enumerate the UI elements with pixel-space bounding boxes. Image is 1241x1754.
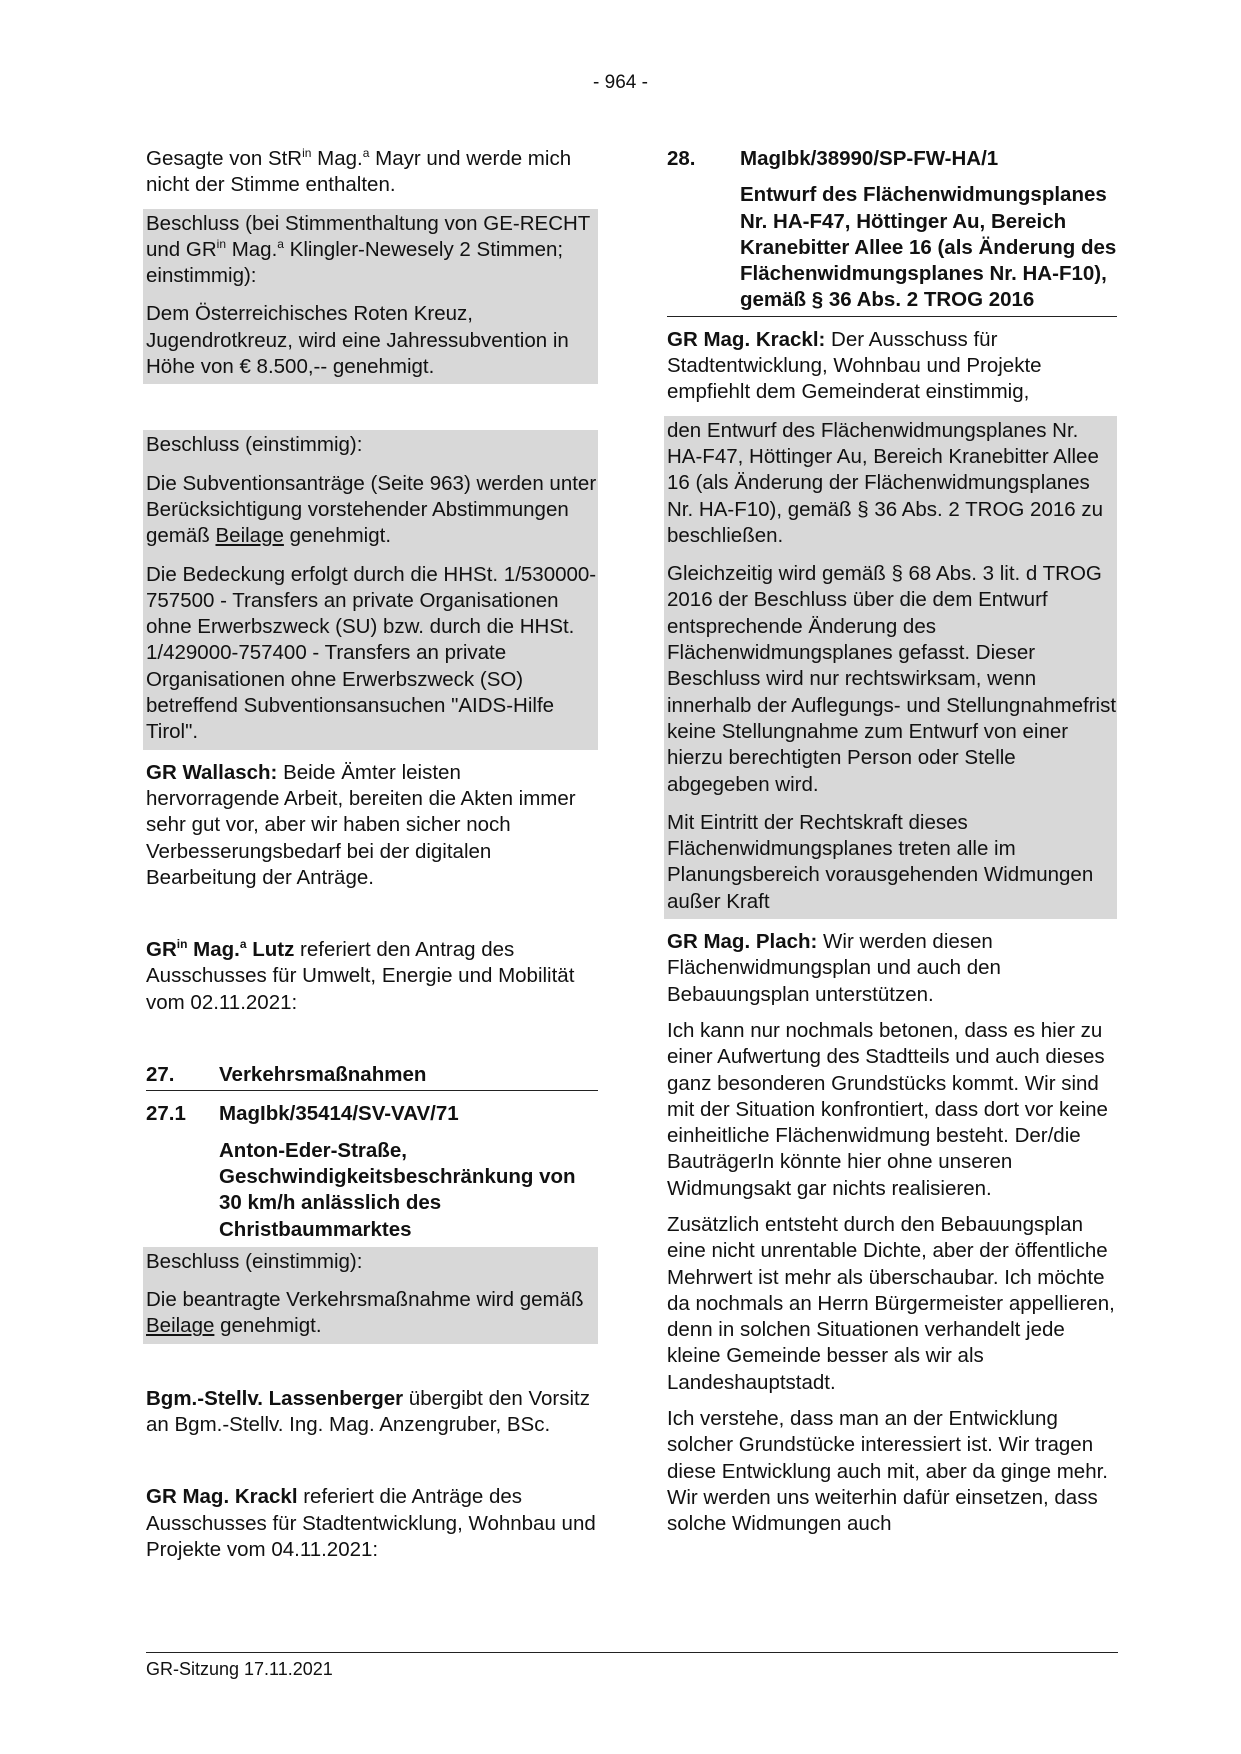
- resolution-heading: Beschluss (einstimmig):: [146, 1249, 363, 1273]
- speaker-name: $GR^{in}$ Mag.$^a$ Lutz: [146, 937, 295, 962]
- item-heading: [667, 146, 1117, 172]
- page-number: - 964 -: [593, 72, 648, 93]
- beilage-link[interactable]: Beilage: [146, 1314, 215, 1338]
- resolution-block-subsidies: [143, 430, 598, 749]
- motion-block: [664, 416, 1117, 919]
- beilage-link[interactable]: Beilage: [215, 524, 284, 548]
- paragraph-continued: Gesagte von StR$^{in}$ Mag.$^a$ Mayr und werde mich nicht der Stimme enthalten.: [146, 146, 572, 197]
- speaker-name: GR Wallasch:: [146, 760, 278, 784]
- footer-rule: [146, 1652, 1118, 1653]
- item-title: MagIbk/38990/SP-FW-HA/1: [740, 147, 999, 170]
- resolution-text: Die Bedeckung erfolgt durch die HHSt. 1/530000-757500 - Transfers an private Organisationen ohne Erwerbszweck (SU) bzw. durch die HHSt. 1/429000-757400 - Transfers an private Organisationen ohne Erwerbszweck (SO) betreffend Subventionsansuchen "AIDS-Hilfe Tirol".: [146, 562, 597, 744]
- speech-krackl: GR Mag. Krackl: Der Ausschuss für Stadtentwicklung, Wohnbau und Projekte empfiehlt dem Gemeinderat einstimmig,: [667, 327, 1042, 404]
- resolution-block-traffic: [143, 1247, 598, 1344]
- right-column: [667, 146, 1117, 1538]
- motion-text: den Entwurf des Flächenwidmungsplanes Nr. HA-F47, Höttinger Au, Bereich Kranebitter Allee 16 (als Änderung der Flächenwidmungsplanes Nr. HA-F10), gemäß § 36 Abs. 2 TROG 2016 zu beschließen.: [667, 418, 1104, 547]
- item-number: 27.1: [146, 1102, 186, 1126]
- item-number: 27.: [146, 1063, 175, 1087]
- speaker-name: GR Mag. Plach:: [667, 930, 818, 954]
- speaker-name: GR Mag. Krackl: [146, 1485, 298, 1509]
- resolution-text: Die Subventionsanträge (Seite 963) werden unter Berücksichtigung vorstehender Abstimmungen gemäß Beilage genehmigt.: [146, 471, 597, 548]
- speaker-name: Bgm.-Stellv. Lassenberger: [146, 1386, 404, 1410]
- speech-wallasch: GR Wallasch: Beide Ämter leisten hervorragende Arbeit, bereiten die Akten immer sehr gut vor, aber wir haben sicher noch Verbesserungsbedarf bei der digitalen Bearbeitung der Anträge.: [146, 760, 576, 889]
- item-subtitle: Anton-Eder-Straße, Geschwindigkeitsbeschränkung von 30 km/h anlässlich des Christbaummarktes: [219, 1138, 576, 1241]
- report-lutz: $GR^{in}$ Mag.$^a$ Lutz referiert den Antrag des Ausschusses für Umwelt, Energie und Mobilität vom 02.11.2021:: [146, 937, 575, 1014]
- item-subtitle: Entwurf des Flächenwidmungsplanes Nr. HA-F47, Höttinger Au, Bereich Kranebitter Allee 16 (als Änderung des Flächenwidmungsplanes Nr. HA-F10), gemäß § 36 Abs. 2 TROG 2016: [740, 183, 1117, 312]
- motion-text: Mit Eintritt der Rechtskraft dieses Flächenwidmungsplanes treten alle im Planungsbereich vorausgehenden Widmungen außer Kraft: [667, 810, 1094, 913]
- motion-text: Gleichzeitig wird gemäß § 68 Abs. 3 lit. d TROG 2016 der Beschluss über die dem Entwurf entsprechende Änderung des Flächenwidmungsplanes gefasst. Dieser Beschluss wird nur rechtswirksam, wenn innerhalb der Auflegungs- und Stellungnahmefrist keine Stellungnahme zum Entwurf von einer hierzu berechtigten Person oder Stelle abgegeben wird.: [667, 562, 1117, 796]
- resolution-block-red-cross: [143, 209, 598, 385]
- resolution-text: Dem Österreichisches Roten Kreuz, Jugendrotkreuz, wird eine Jahressubvention in Höhe von € 8.500,-- genehmigt.: [146, 302, 569, 379]
- resolution-heading: Beschluss (einstimmig):: [146, 433, 363, 457]
- speaker-name: GR Mag. Krackl:: [667, 327, 826, 351]
- speech-plach-paragraph: Zusätzlich entsteht durch den Bebauungsplan eine nicht unrentable Dichte, aber der öffentliche Mehrwert ist mehr als überschaubar. Ich möchte da nochmals an Herrn Bürgermeister appellieren, denn in solchen Situationen verhandelt jede kleine Gemeinde besser als wir als Landeshauptstadt.: [667, 1212, 1115, 1394]
- speech-plach-paragraph: Ich verstehe, dass man an der Entwicklung solcher Grundstücke interessiert ist. Wir tragen diese Entwicklung auch mit, aber da ginge mehr. Wir werden uns weiterhin dafür einsetzen, dass solche Widmungen auch: [667, 1407, 1109, 1536]
- footer-session-date: GR-Sitzung 17.11.2021: [146, 1659, 333, 1679]
- chair-handover: Bgm.-Stellv. Lassenberger übergibt den Vorsitz an Bgm.-Stellv. Ing. Mag. Anzengruber, BSc.: [146, 1386, 590, 1436]
- item-number: 28.: [667, 147, 696, 170]
- left-column: [146, 146, 598, 1563]
- resolution-heading: Beschluss (bei Stimmenthaltung von GE-RECHT und $GR^{in}$ Mag.$^a$ Klingler-Newesely 2 Stimmen; einstimmig):: [146, 211, 590, 288]
- agenda-item-27-1: [146, 1101, 598, 1127]
- resolution-text: Die beantragte Verkehrsmaßnahme wird gemäß Beilage genehmigt.: [146, 1288, 584, 1338]
- report-krackl: GR Mag. Krackl referiert die Anträge des Ausschusses für Stadtentwicklung, Wohnbau und Projekte vom 04.11.2021:: [146, 1485, 596, 1561]
- speech-plach: GR Mag. Plach: Wir werden diesen Flächenwidmungsplan und auch den Bebauungsplan unterstützen.: [667, 930, 1001, 1006]
- item-title: Verkehrsmaßnahmen: [219, 1063, 427, 1087]
- item-title: MagIbk/35414/SV-VAV/71: [219, 1102, 459, 1126]
- agenda-item-28: [667, 146, 1117, 317]
- speech-plach-paragraph: Ich kann nur nochmals betonen, dass es hier zu einer Aufwertung des Stadtteils und auch dieses ganz besonderen Grundstücks kommt. Wir sind mit der Situation konfrontiert, dass dort vor keine einheitliche Flächenwidmung besteht. Der/die BauträgerIn könnte hier ohne unseren Widmungsakt gar nichts realisieren.: [667, 1018, 1108, 1200]
- agenda-item-27: [146, 1062, 598, 1091]
